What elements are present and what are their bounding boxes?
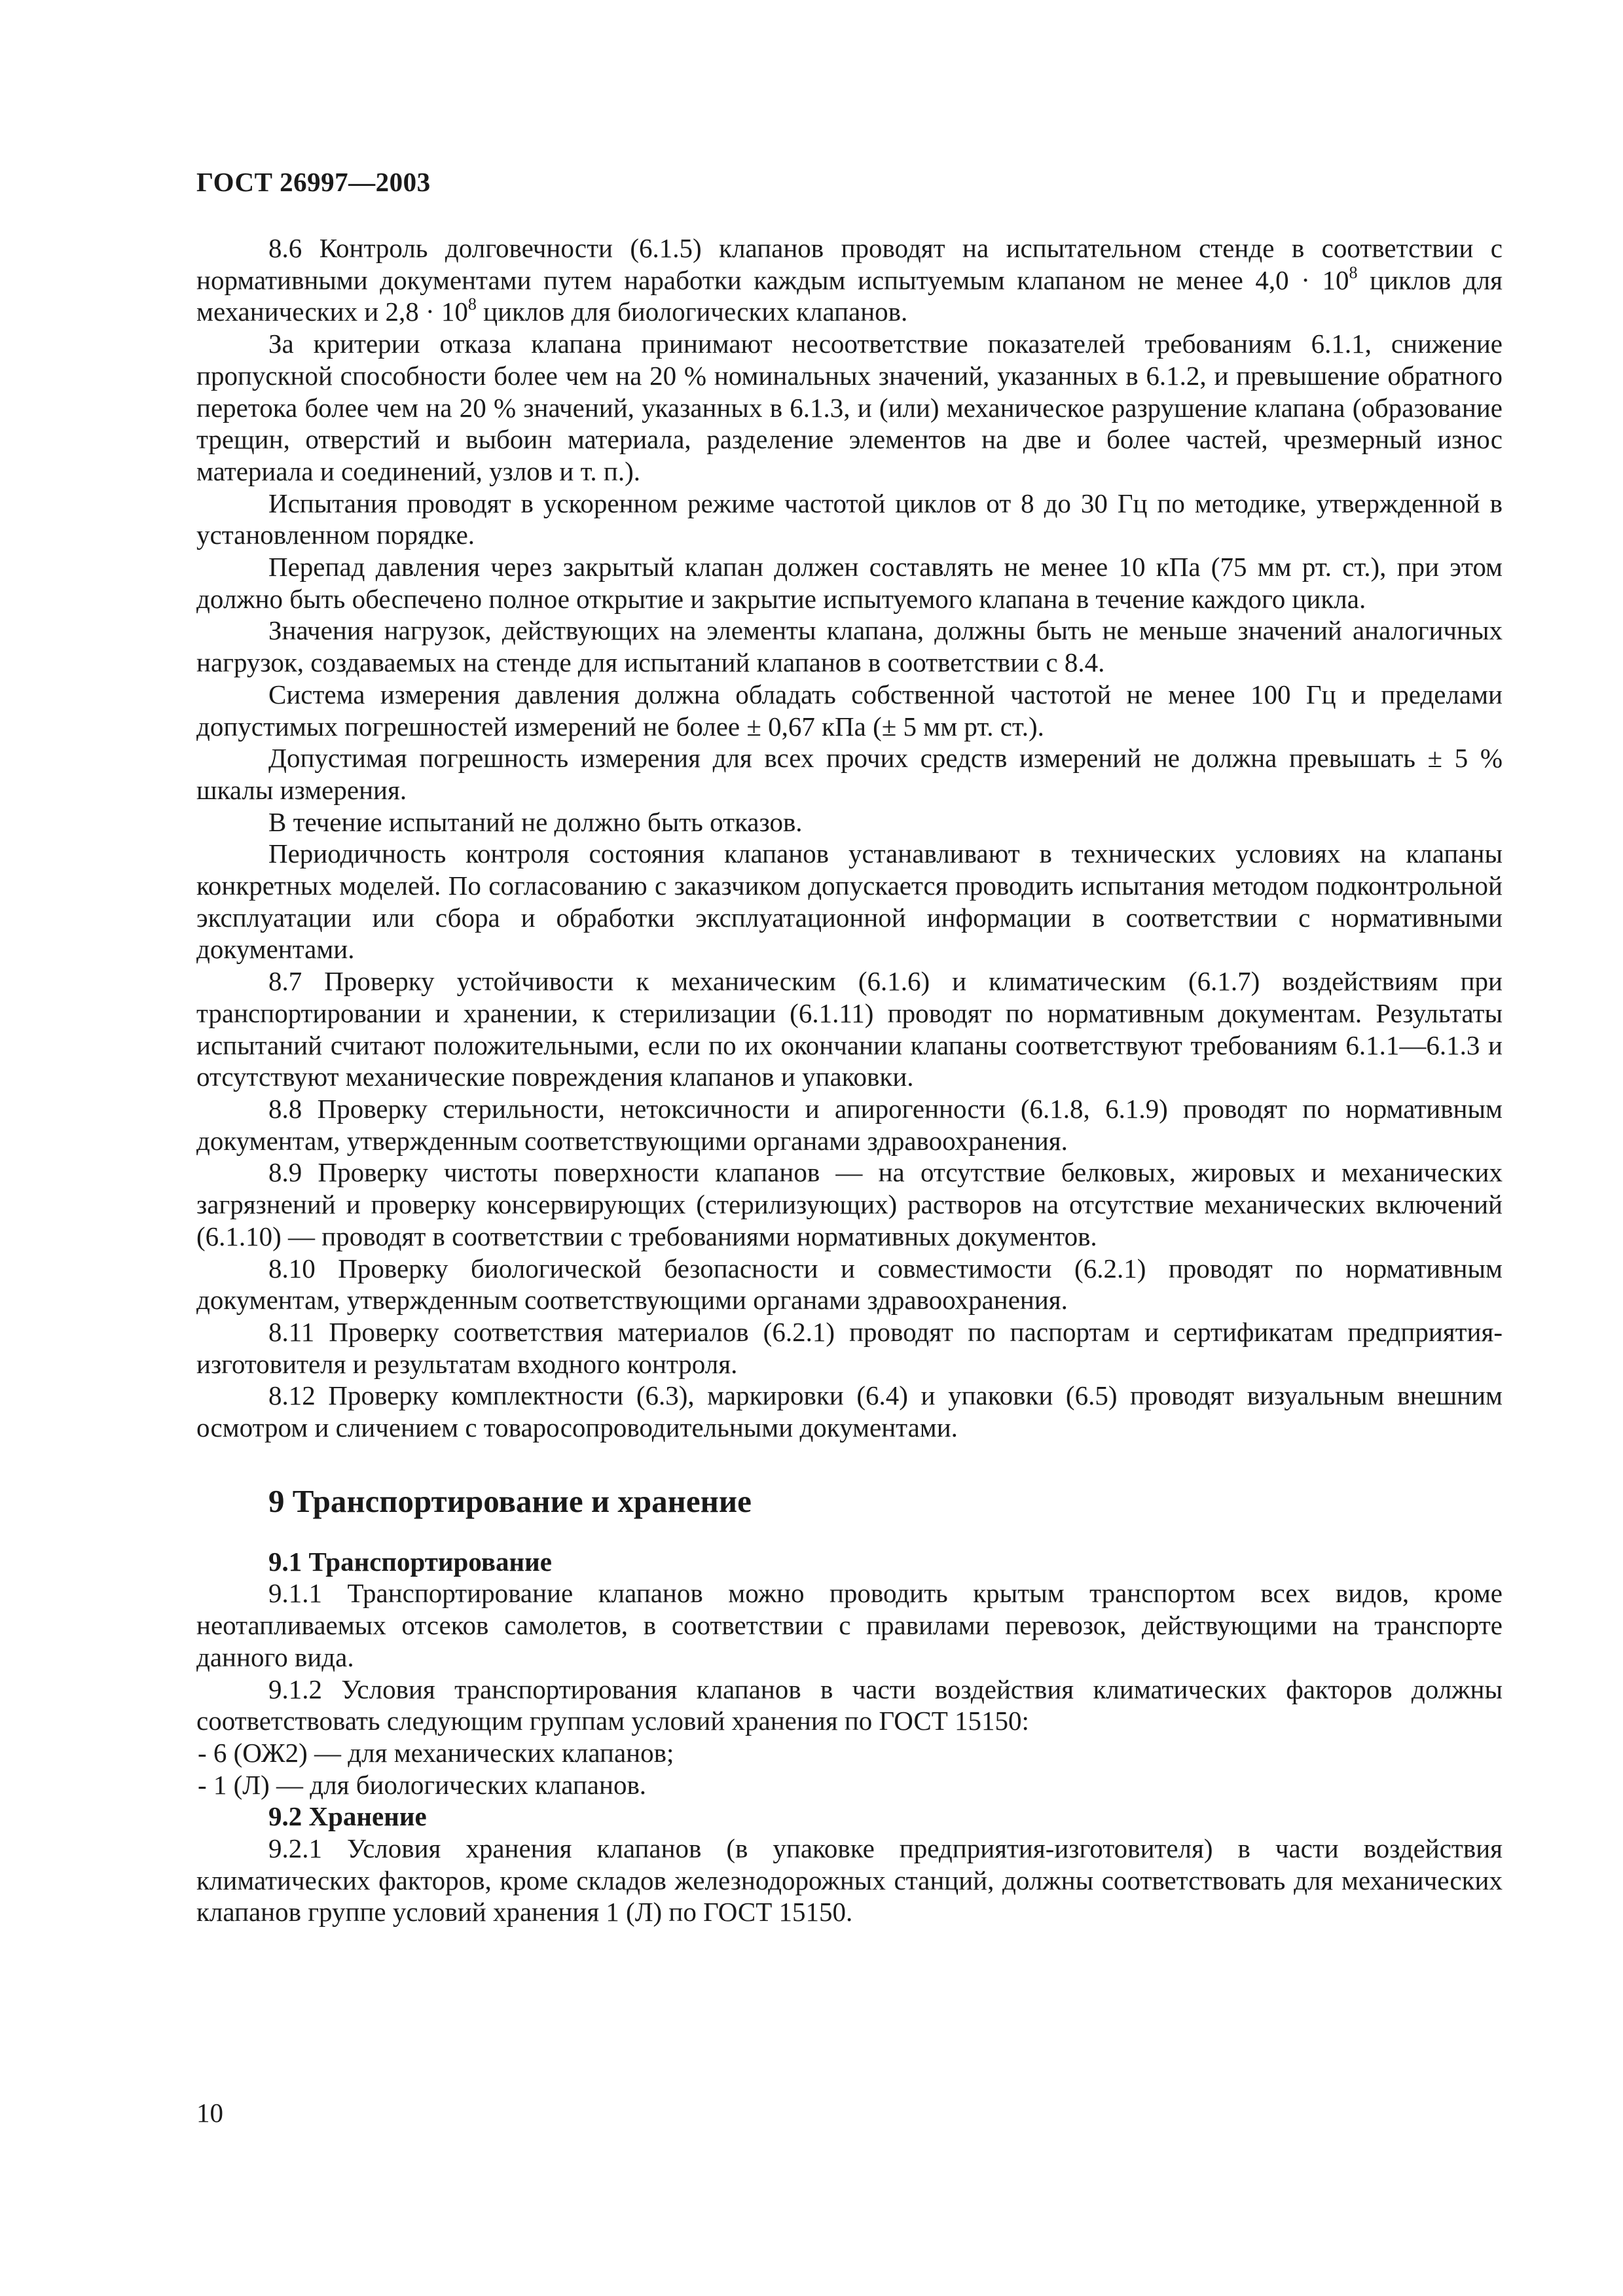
list-item: - 1 (Л) — для биологических клапанов.	[198, 1769, 647, 1800]
inspection-periodicity-paragraph: Периодичность контроля состояния клапанов устанавливают в технических условиях на клапаны конкретных моделей. По согласованию с заказчиком допускается проводить испытания методом подконтрольной эксплуатации или сбора и обработки эксплуатационной информации в соответствии с нормативными документами.	[196, 838, 1503, 965]
measurement-error-paragraph: Допустимая погрешность измерения для всех прочих средств измерений не должна превышать ± 5 % шкалы измерения.	[196, 743, 1503, 805]
clause-9-1-2-paragraph: 9.1.2 Условия транспортирования клапанов в части воздействия климатических факторов должны соответствовать следующим группам условий хранения по ГОСТ 15150:	[196, 1674, 1503, 1736]
clause-8-6-text-a: 8.6 Контроль долговечности (6.1.5) клапанов проводят на испытательном стенде в соответствии с нормативными документами путем наработки каждым испытуемым клапаном не менее 4,0 · 10	[196, 233, 1503, 295]
clause-8-7-paragraph: 8.7 Проверку устойчивости к механическим (6.1.6) и климатическим (6.1.7) воздействиям при транспортировании и хранении, к стерилизации (6.1.11) проводят по нормативным документам. Результаты испытаний считают положительными, если по их окончании клапаны соответствуют требованиям 6.1.1—6.1.3 и отсутствуют механические повреждения клапанов и упаковки.	[196, 966, 1503, 1092]
subsection-9-2-heading: 9.2 Хранение	[268, 1801, 427, 1832]
page-number: 10	[196, 2098, 223, 2128]
list-item: - 6 (ОЖ2) — для механических клапанов;	[198, 1737, 674, 1768]
clause-9-2-1-paragraph: 9.2.1 Условия хранения клапанов (в упаковке предприятия-изготовителя) в части воздействия климатических факторов, кроме складов железнодорожных станций, должны соответствовать для механических клапанов группе условий хранения 1 (Л) по ГОСТ 15150.	[196, 1833, 1503, 1928]
clause-9-1-1-paragraph: 9.1.1 Транспортирование клапанов можно проводить крытым транспортом всех видов, кроме неотапливаемых отсеков самолетов, в соответствии с правилами перевозок, действующими на транспорте данного вида.	[196, 1578, 1503, 1672]
clause-8-6-text-b: циклов для механических и 2,8 · 10	[196, 264, 1503, 327]
clause-8-12-paragraph: 8.12 Проверку комплектности (6.3), маркировки (6.4) и упаковки (6.5) проводят визуальным внешним осмотром и сличением с товаросопроводительными документами.	[196, 1380, 1503, 1443]
clause-8-9-paragraph: 8.9 Проверку чистоты поверхности клапанов — на отсутствие белковых, жировых и механических загрязнений и проверку консервирующих (стерилизующих) растворов на отсутствие механических включений (6.1.10) — проводят в соответствии с требованиями нормативных документов.	[196, 1157, 1503, 1251]
section-9-heading: 9 Транспортирование и хранение	[268, 1482, 752, 1519]
no-failures-paragraph: В течение испытаний не должно быть отказов.	[268, 806, 803, 837]
load-values-paragraph: Значения нагрузок, действующих на элементы клапана, должны быть не меньше значений аналогичных нагрузок, создаваемых на стенде для испытаний клапанов в соответствии с 8.4.	[196, 615, 1503, 678]
exponent-1: 8	[1349, 262, 1358, 282]
document-header-code: ГОСТ 26997—2003	[196, 167, 431, 197]
clause-8-6-paragraph	[196, 232, 1503, 328]
exponent-2: 8	[467, 295, 477, 314]
clause-8-10-paragraph: 8.10 Проверку биологической безопасности и совместимости (6.2.1) проводят по нормативным документам, утвержденным соответствующими органами здравоохранения.	[196, 1253, 1503, 1316]
accelerated-test-paragraph: Испытания проводят в ускоренном режиме частотой циклов от 8 до 30 Гц по методике, утвержденной в установленном порядке.	[196, 488, 1503, 550]
clause-8-11-paragraph: 8.11 Проверку соответствия материалов (6.2.1) проводят по паспортам и сертификатам предприятия-изготовителя и результатам входного контроля.	[196, 1316, 1503, 1379]
pressure-system-paragraph: Система измерения давления должна обладать собственной частотой не менее 100 Гц и пределами допустимых погрешностей измерений не более ± 0,67 кПа (± 5 мм рт. ст.).	[196, 679, 1503, 742]
clause-8-8-paragraph: 8.8 Проверку стерильности, нетоксичности и апирогенности (6.1.8, 6.1.9) проводят по нормативным документам, утвержденным соответствующими органами здравоохранения.	[196, 1093, 1503, 1156]
pressure-drop-paragraph: Перепад давления через закрытый клапан должен составлять не менее 10 кПа (75 мм рт. ст.), при этом должно быть обеспечено полное открытие и закрытие испытуемого клапана в течение каждого цикла.	[196, 552, 1503, 614]
page-body	[196, 232, 1503, 1928]
failure-criteria-paragraph: За критерии отказа клапана принимают несоответствие показателей требованиям 6.1.1, снижение пропускной способности более чем на 20 % номинальных значений, указанных в 6.1.2, и превышение обратного перетока более чем на 20 % значений, указанных в 6.1.3, и (или) механическое разрушение клапана (образование трещин, отверстий и выбоин материала, разделение элементов на две и более частей, чрезмерный износ материала и соединений, узлов и т. п.).	[196, 329, 1503, 486]
clause-8-6-text-c: циклов для биологических клапанов.	[476, 296, 908, 327]
subsection-9-1-heading: 9.1 Транспортирование	[268, 1546, 552, 1577]
